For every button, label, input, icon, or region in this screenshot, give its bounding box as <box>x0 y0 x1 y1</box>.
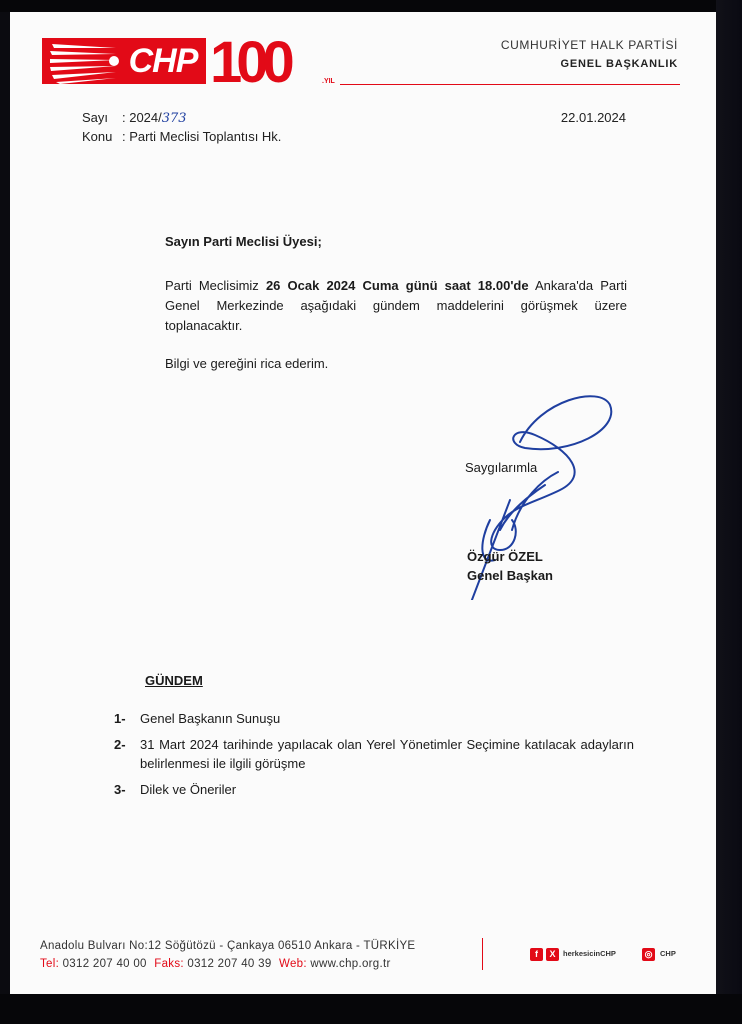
paragraph-1-line-1 <box>165 276 627 296</box>
paragraph-1-line-3: toplanacaktır. <box>165 318 243 333</box>
konu-value: : Parti Meclisi Toplantısı Hk. <box>122 129 282 144</box>
x-icon: X <box>546 948 559 961</box>
footer-contacts <box>40 958 391 970</box>
web-label: Web: <box>279 958 307 970</box>
agenda-item-text: 31 Mart 2024 tarihinde yapılacak olan Yerel Yönetimler Seçimine katılacak adayların belirlenmesi ile ilgili görüşme <box>140 737 634 771</box>
agenda-item-number: 3- <box>114 782 126 797</box>
salutation: Sayın Parti Meclisi Üyesi; <box>165 234 322 249</box>
screen-border-bottom <box>0 994 742 1024</box>
konu-row <box>82 129 281 144</box>
p1-post: Ankara'da Parti <box>528 278 627 293</box>
handwritten-signature <box>450 380 620 600</box>
six-arrows-icon <box>42 38 120 84</box>
chp-logo-text: CHP <box>120 38 206 84</box>
paragraph-1-line-2: Genel Merkezinde aşağıdaki gündem maddelerini görüşmek üzere <box>165 298 627 313</box>
faks-label: Faks: <box>154 958 184 970</box>
letter-page <box>10 12 716 994</box>
agenda-item-text: Dilek ve Öneriler <box>140 782 237 797</box>
instagram-handle: CHP <box>660 949 676 958</box>
letter-date: 22.01.2024 <box>560 110 626 125</box>
signer-name: Özgür ÖZEL <box>467 549 543 564</box>
closing: Saygılarımla <box>465 460 538 475</box>
agenda-item-number: 2- <box>114 737 126 752</box>
screen-border-top <box>0 0 742 12</box>
p1-pre: Parti Meclisimiz <box>165 278 266 293</box>
centennial-logo: 100 <box>210 30 289 95</box>
instagram-icon: ◎ <box>642 948 655 961</box>
sayi-handwritten-number: 373 <box>161 111 187 126</box>
agenda-title: GÜNDEM <box>145 673 203 688</box>
sayi-row <box>82 110 187 126</box>
faks-number: 0312 207 40 39 <box>187 958 272 970</box>
sayi-label: Sayı <box>82 110 109 125</box>
party-name: CUMHURİYET HALK PARTİSİ <box>500 38 678 52</box>
footer-address: Anadolu Bulvarı No:12 Söğütözü - Çankaya 06510 Ankara - TÜRKİYE <box>40 940 416 952</box>
web-address: www.chp.org.tr <box>310 958 391 970</box>
konu-label: Konu <box>82 129 113 144</box>
agenda-item-text: Genel Başkanın Sunuşu <box>140 711 281 726</box>
sayi-value: : 2024/ <box>122 110 162 125</box>
paragraph-2: Bilgi ve gereğini rica ederim. <box>165 356 329 371</box>
signer-title: Genel Başkan <box>467 568 553 583</box>
header-divider <box>340 84 680 85</box>
centennial-yil: .YIL <box>322 78 335 85</box>
screen-border-right <box>716 0 742 1024</box>
chp-logo-emblem <box>42 38 120 84</box>
footer-divider <box>482 938 483 970</box>
facebook-icon: f <box>530 948 543 961</box>
office-name: GENEL BAŞKANLIK <box>560 58 678 70</box>
tel-number: 0312 207 40 00 <box>62 958 147 970</box>
social-handle: herkesicinCHP <box>563 949 616 958</box>
tel-label: Tel: <box>40 958 60 970</box>
p1-bold-date: 26 Ocak 2024 Cuma günü saat 18.00'de <box>265 278 529 293</box>
agenda-item-number: 1- <box>114 711 126 726</box>
